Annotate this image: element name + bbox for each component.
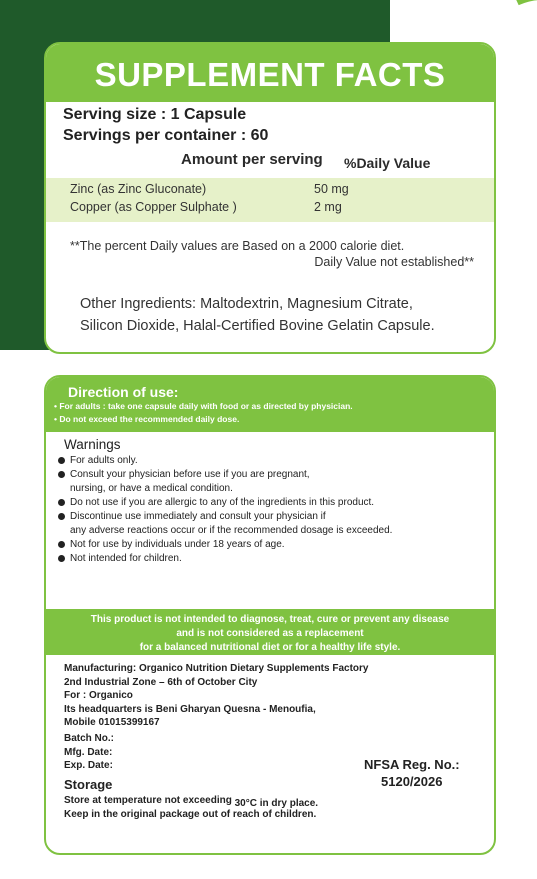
manufacturer-line: For : Organico	[64, 690, 133, 701]
bullet-icon	[58, 541, 65, 548]
manufacturer-line: 2nd Industrial Zone – 6th of October City	[64, 676, 258, 688]
manufacturer-line: Mobile 01015399167	[64, 717, 160, 728]
nutrient-row	[46, 200, 494, 218]
nutrient-table	[46, 178, 494, 222]
amount-per-serving-label: Amount per serving	[181, 151, 323, 168]
storage-line	[64, 795, 319, 809]
batch-number-label: Batch No.:	[64, 733, 114, 744]
amount-header-row	[46, 149, 494, 173]
disclaimer-line: and is not considered as a replacement	[176, 628, 364, 639]
direction-item: • For adults : take one capsule daily with food or as directed by physician.	[54, 401, 353, 411]
bullet-icon	[58, 499, 65, 506]
nutrient-name: Zinc (as Zinc Gluconate)	[70, 182, 207, 196]
disclaimer-banner	[46, 609, 494, 655]
nutrient-row	[46, 182, 494, 200]
warning-item	[58, 454, 494, 468]
warning-text: Do not use if you are allergic to any of the ingredients in this product.	[70, 497, 375, 508]
direction-of-use-block	[46, 377, 494, 432]
warning-text: Not for use by individuals under 18 years of age.	[70, 539, 285, 550]
bullet-icon	[58, 555, 65, 562]
bullet-icon	[58, 457, 65, 464]
nutrient-name: Copper (as Copper Sulphate )	[70, 200, 237, 214]
warning-text: Discontinue use immediately and consult your physician if	[70, 511, 326, 522]
other-ingredients-line: Other Ingredients: Maltodextrin, Magnesium Citrate,	[80, 296, 413, 312]
manufacturer-info	[64, 662, 368, 730]
exp-date-label: Exp. Date:	[64, 760, 113, 771]
warning-item	[58, 496, 494, 510]
daily-values-note: **The percent Daily values are Based on a 2000 calorie diet.	[70, 239, 405, 253]
nutrient-amount: 2 mg	[314, 200, 342, 214]
disclaimer-line: for a balanced nutritional diet or for a healthy life style.	[139, 642, 401, 653]
warning-item-continued	[58, 524, 494, 538]
disclaimer-line: This product is not intended to diagnose, treat, cure or prevent any disease	[90, 614, 450, 625]
direction-item: • Do not exceed the recommended daily dose.	[54, 414, 240, 424]
daily-value-not-established-note: Daily Value not established**	[314, 255, 474, 269]
other-ingredients-line: Silicon Dioxide, Halal-Certified Bovine Gelatin Capsule.	[80, 318, 435, 334]
storage-text: Store at temperature not exceeding	[64, 795, 235, 806]
warning-text: Consult your physician before use if you are pregnant,	[70, 469, 310, 480]
nfsa-reg-label: NFSA Reg. No.:	[364, 757, 460, 772]
warning-text: For adults only.	[70, 455, 138, 466]
batch-info	[64, 732, 114, 773]
warning-item	[58, 552, 494, 566]
warnings-list	[46, 454, 494, 566]
serving-size: Serving size : 1 Capsule	[63, 106, 247, 123]
bullet-icon	[58, 471, 65, 478]
direction-of-use-title: Direction of use:	[68, 384, 179, 400]
warnings-title: Warnings	[64, 437, 121, 452]
storage-line: Keep in the original package out of reach of children.	[64, 809, 317, 820]
manufacturer-line: Its headquarters is Beni Gharyan Quesna - Menoufia,	[64, 703, 316, 715]
storage-title: Storage	[64, 777, 113, 792]
warning-item	[58, 538, 494, 552]
warning-item-continued	[58, 482, 494, 496]
mfg-date-label: Mfg. Date:	[64, 746, 113, 758]
usage-info-panel	[44, 375, 496, 855]
servings-per-container: Servings per container : 60	[63, 127, 269, 144]
bullet-icon	[58, 513, 65, 520]
warning-text: any adverse reactions occur or if the recommended dosage is exceeded.	[70, 525, 393, 536]
warning-item	[58, 468, 494, 482]
warning-item	[58, 510, 494, 524]
storage-temperature: 30°C in dry place.	[234, 798, 319, 809]
supplement-facts-panel	[44, 42, 496, 354]
daily-value-label: %Daily Value	[344, 155, 431, 171]
nutrient-amount: 50 mg	[314, 182, 349, 196]
warning-text: Not intended for children.	[70, 553, 182, 564]
nfsa-reg-number: 5120/2026	[381, 774, 443, 789]
other-ingredients	[46, 293, 494, 337]
supplement-facts-title: SUPPLEMENT FACTS	[46, 44, 494, 102]
manufacturer-line: Manufacturing: Organico Nutrition Dietary Supplements Factory	[64, 663, 369, 674]
warning-text: nursing, or have a medical condition.	[70, 483, 233, 494]
